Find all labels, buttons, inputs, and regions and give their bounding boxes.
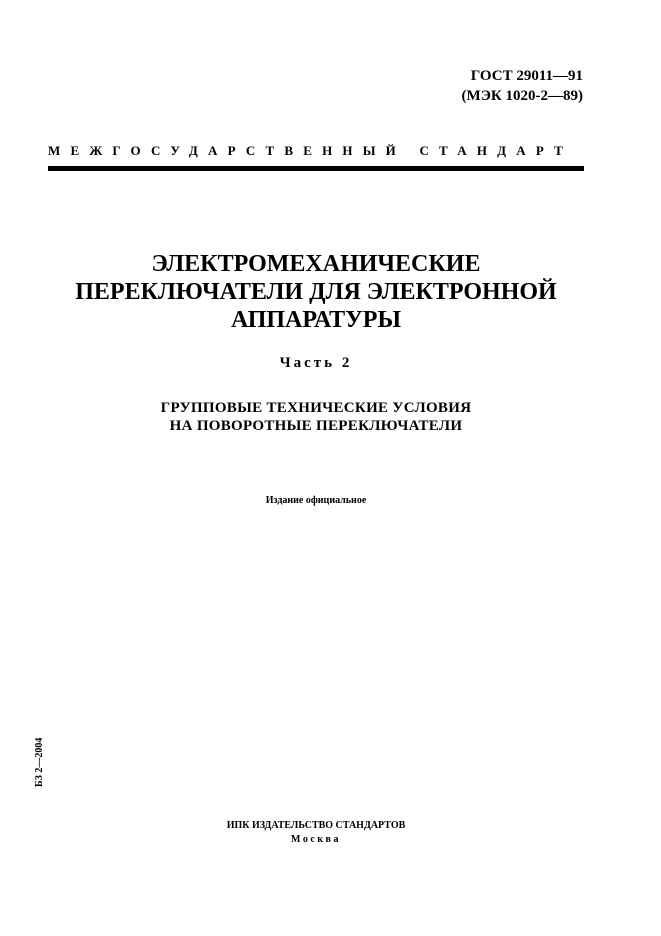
- header-divider: [48, 166, 584, 171]
- part-label: Часть 2: [279, 355, 353, 371]
- title-line: ЭЛЕКТРОМЕХАНИЧЕСКИЕ: [151, 251, 481, 277]
- publisher-city: Москва: [291, 834, 341, 845]
- subtitle-line: ГРУППОВЫЕ ТЕХНИЧЕСКИЕ УСЛОВИЯ: [160, 400, 472, 416]
- document-subtitle: [0, 399, 632, 435]
- gost-number: ГОСТ 29011—91: [470, 68, 583, 84]
- side-code-label: БЗ 2—2004: [34, 737, 45, 787]
- title-line: ПЕРЕКЛЮЧАТЕЛИ ДЛЯ ЭЛЕКТРОННОЙ: [75, 279, 557, 305]
- document-identifier: [462, 66, 583, 106]
- standard-type-heading: МЕЖГОСУДАРСТВЕННЫЙ СТАНДАРТ: [48, 143, 574, 158]
- iec-number: (МЭК 1020-2—89): [461, 88, 583, 104]
- document-title: [0, 250, 632, 334]
- edition-label: Издание официальное: [265, 495, 367, 506]
- publisher-block: [0, 819, 632, 847]
- title-line: АППАРАТУРЫ: [230, 307, 402, 333]
- subtitle-line: НА ПОВОРОТНЫЕ ПЕРЕКЛЮЧАТЕЛИ: [169, 418, 463, 434]
- publisher-name: ИПК ИЗДАТЕЛЬСТВО СТАНДАРТОВ: [226, 820, 406, 831]
